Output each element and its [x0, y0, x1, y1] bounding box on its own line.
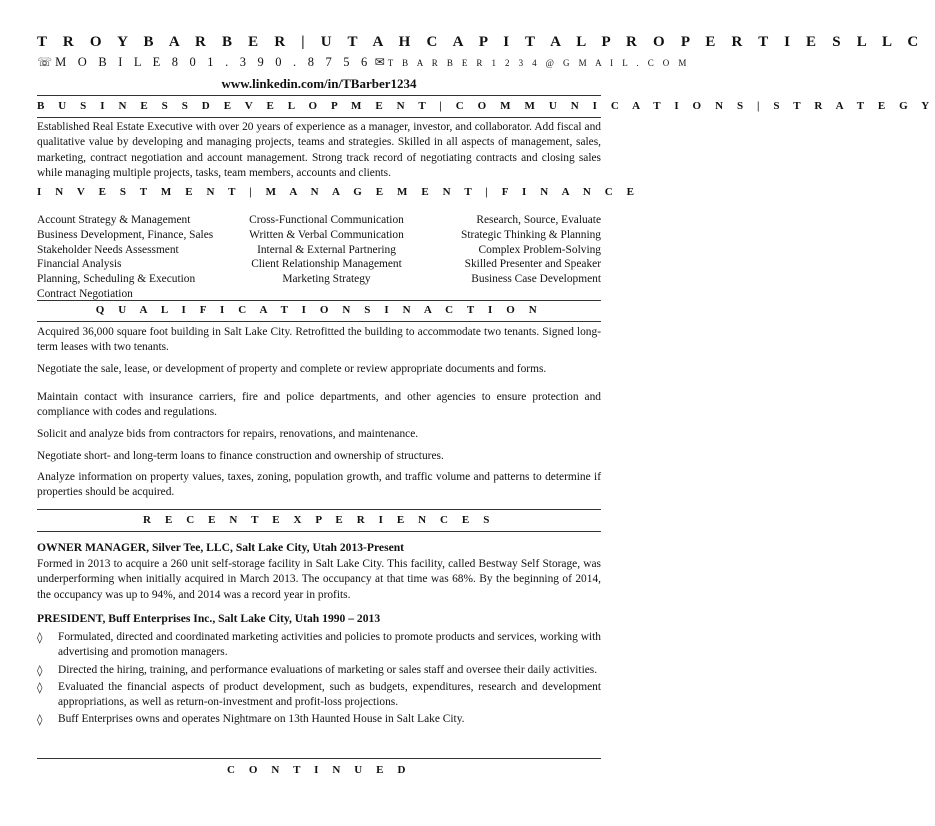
skill-item: Cross-Functional Communication: [249, 214, 404, 226]
summary-heading: B U S I N E S S D E V E L O P M E N T | C O M M U N I C A T I O N S | S T R A T E G Y: [37, 100, 935, 112]
skill-item: Financial Analysis: [37, 258, 122, 271]
skill-item: Client Relationship Management: [251, 258, 402, 271]
email-icon: ✉: [374, 55, 385, 69]
experience-heading: R E C E N T E X P E R I E N C E S: [143, 514, 495, 526]
list-item: [37, 663, 601, 678]
skill-item: Business Case Development: [471, 273, 601, 286]
continued-label: C O N T I N U E D: [226, 764, 412, 776]
skill-item: Contract Negotiation: [37, 287, 133, 300]
email-address[interactable]: T B A R B E R 1 2 3 4 @ G M A I L . C O M: [387, 58, 690, 68]
skill-item: Planning, Scheduling & Execution: [37, 273, 196, 286]
divider: [37, 531, 601, 532]
name-title: T R O Y B A R B E R | U T A H C A P I T A L P R O P E R T I E S L L C: [37, 34, 925, 50]
phone-number: M O B I L E 8 0 1 . 3 9 0 . 8 7 5 6: [55, 55, 372, 69]
skill-item: Account Strategy & Management: [37, 214, 191, 226]
divider: [37, 300, 601, 301]
list-item: [37, 712, 601, 727]
divider: [37, 758, 601, 759]
divider: [37, 321, 601, 322]
skills-column-3: [461, 213, 601, 287]
diamond-bullet-icon: ◊: [37, 663, 43, 677]
bullet-text: Evaluated the financial aspects of product development, such as budgets, expenditures, research and development appropriations, as well as return-on-investment and profit-loss projections.: [58, 680, 601, 709]
skill-item: Internal & External Partnering: [257, 243, 396, 256]
list-item: [37, 630, 601, 661]
bullet-text: Directed the hiring, training, and performance evaluations of marketing or sales staff and oversee their daily activities.: [58, 663, 598, 676]
qualification-item: Negotiate short- and long-term loans to finance construction and ownership of structures.: [37, 450, 444, 462]
qualification-item: Analyze information on property values, taxes, zoning, population growth, and traffic volume and patterns to determine if properties should be acquired.: [37, 471, 601, 499]
skill-item: Business Development, Finance, Sales: [37, 228, 214, 241]
qualifications-heading: Q U A L I F I C A T I O N S I N A C T I O N: [95, 304, 543, 316]
diamond-bullet-icon: ◊: [37, 680, 43, 694]
divider: [37, 95, 601, 96]
job-title: PRESIDENT, Buff Enterprises Inc., Salt Lake City, Utah 1990 – 2013: [37, 612, 381, 625]
skill-item: Complex Problem-Solving: [478, 243, 601, 256]
linkedin-url[interactable]: www.linkedin.com/in/TBarber1234: [221, 76, 417, 91]
bullet-text: Formulated, directed and coordinated marketing activities and policies to promote products and services, working with advertising and promotion managers.: [58, 631, 601, 659]
qualification-item: Acquired 36,000 square foot building in Salt Lake City. Retrofitted the building to accommodate two tenants. Signed long-term leases with two tenants.: [37, 326, 601, 354]
skills-column-1: [37, 213, 213, 302]
qualification-item: Maintain contact with insurance carriers, fire and police departments, and other agencies to ensure protection and compliance with codes and regulations.: [37, 391, 601, 419]
skill-item: Research, Source, Evaluate: [476, 214, 601, 226]
job-description: Formed in 2013 to acquire a 260 unit self-storage facility in Salt Lake City. This facility, called Bestway Self Storage, was underperforming when initially acquired in March 2013. The occupancy at that time was 68%. By the beginning of 2014, the occupancy was up to 94%, and 2014 was a record year in profits.: [37, 558, 601, 601]
skills-heading: I N V E S T M E N T | M A N A G E M E N T | F I N A N C E: [37, 186, 640, 198]
phone-icon: ☏: [37, 55, 53, 69]
divider: [37, 117, 601, 118]
list-item: [37, 680, 601, 711]
qualification-item: Solicit and analyze bids from contractors for repairs, renovations, and maintenance.: [37, 428, 419, 440]
skill-item: Skilled Presenter and Speaker: [464, 258, 601, 271]
diamond-bullet-icon: ◊: [37, 713, 43, 727]
skill-item: Marketing Strategy: [282, 273, 371, 286]
job-bullet-list: [37, 630, 601, 730]
qualification-item: Negotiate the sale, lease, or development of property and complete or review appropriate documents and forms.: [37, 363, 547, 375]
skill-item: Stakeholder Needs Assessment: [37, 243, 179, 256]
diamond-bullet-icon: ◊: [37, 631, 43, 644]
divider: [37, 509, 601, 510]
summary-text: Established Real Estate Executive with over 20 years of experience as a manager, investor, and collaborator. Add fiscal and qualitative value by developing and managing projects, teams and strategies. Skilled in all aspects of management, sales, marketing, contract negotiation and account management. Strong track record of negotiating contracts and closing sales while managing multiple projects, tasks, team members, accounts and clients.: [37, 121, 601, 179]
contact-line: [37, 55, 690, 70]
skill-item: Strategic Thinking & Planning: [461, 228, 601, 241]
job-title: OWNER MANAGER, Silver Tee, LLC, Salt Lake City, Utah 2013-Present: [37, 541, 405, 554]
skill-item: Written & Verbal Communication: [249, 228, 404, 241]
skills-column-2: [226, 213, 427, 287]
bullet-text: Buff Enterprises owns and operates Nightmare on 13th Haunted House in Salt Lake City.: [58, 713, 465, 726]
